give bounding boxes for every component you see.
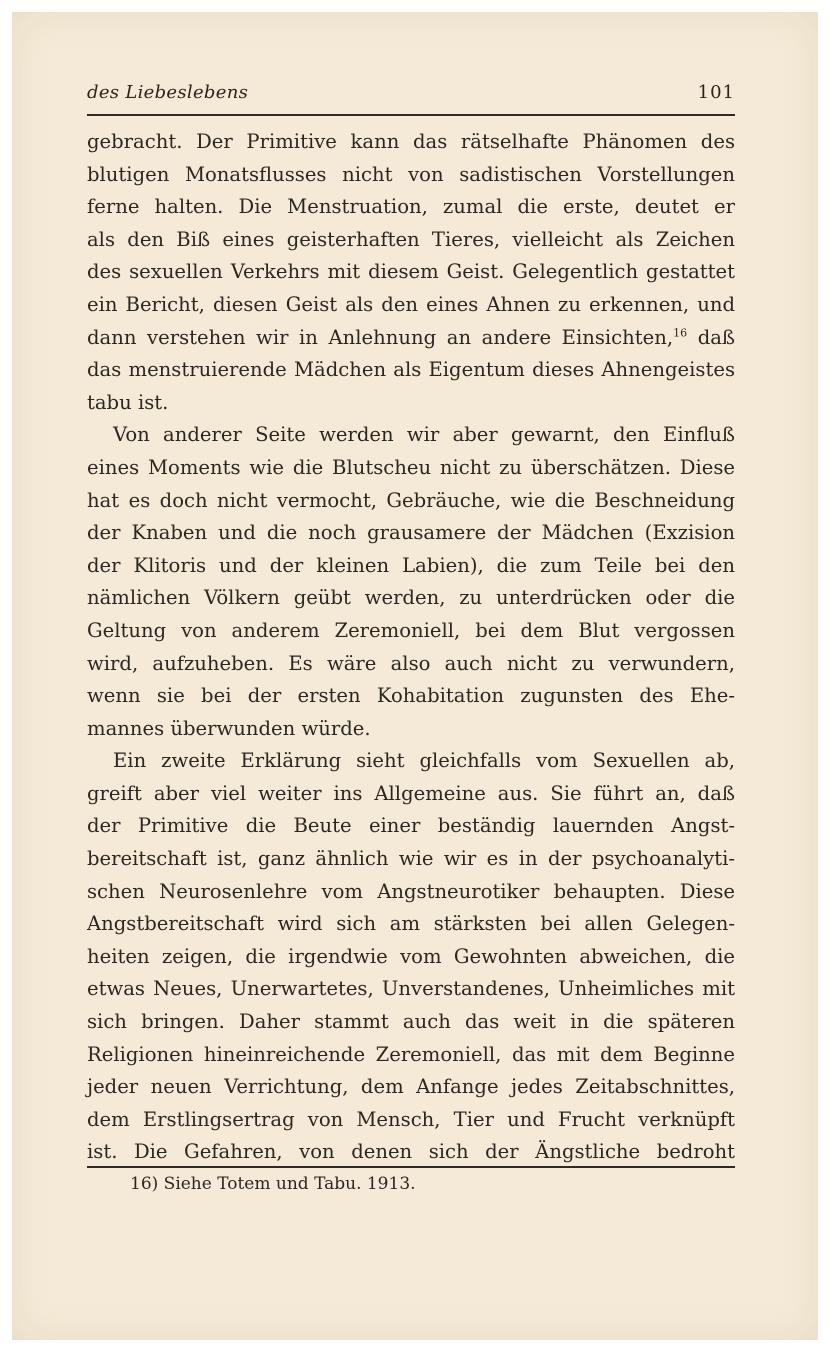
text-line-with-footnote bbox=[87, 322, 735, 355]
page-number: 101 bbox=[697, 82, 735, 103]
book-page bbox=[12, 12, 818, 1340]
text-line: ferne halten. Die Menstruation, zumal die erste, deutet er bbox=[87, 195, 735, 219]
running-title: des Liebeslebens bbox=[87, 82, 249, 103]
text-line: bereitschaft ist, ganz ähnlich wie wir es in der psychoanalyti- bbox=[87, 847, 735, 871]
text-line: ist. Die Gefahren, von denen sich der Ängstliche bedroht bbox=[87, 1140, 735, 1164]
text-line: der Knaben und die noch grausamere der Mädchen (Exzision bbox=[87, 521, 735, 545]
text-line: schen Neurosenlehre vom Angstneurotiker behaupten. Diese bbox=[87, 879, 735, 903]
text-line: des sexuellen Verkehrs mit diesem Geist. Gelegentlich gestattet bbox=[87, 260, 735, 284]
text-line-part: daß bbox=[687, 325, 736, 349]
body-text bbox=[87, 126, 735, 1169]
text-line: dem Erstlingsertrag von Mensch, Tier und Frucht verknüpft bbox=[87, 1107, 735, 1131]
text-line: heiten zeigen, die irgendwie vom Gewohnten abweichen, die bbox=[87, 944, 735, 968]
text-line-part: dann verstehen wir in Anlehnung an andere Einsichten, bbox=[87, 325, 674, 349]
running-head bbox=[87, 76, 735, 110]
text-line: mannes überwunden würde. bbox=[87, 716, 371, 740]
text-line: hat es doch nicht vermocht, Gebräuche, wie die Beschneidung bbox=[87, 488, 735, 512]
text-line: Religionen hineinreichende Zeremoniell, das mit dem Beginne bbox=[87, 1042, 735, 1066]
footnote-reference: 16 bbox=[673, 326, 688, 340]
text-line: Von anderer Seite werden wir aber gewarnt, den Einfluß bbox=[113, 423, 735, 447]
footnote: 16) Siehe Totem und Tabu. 1913. bbox=[130, 1174, 416, 1194]
header-rule bbox=[87, 114, 735, 116]
text-line: der Primitive die Beute einer beständig lauernden Angst- bbox=[87, 814, 735, 838]
footnote-rule bbox=[87, 1166, 735, 1168]
text-line: gebracht. Der Primitive kann das rätselhafte Phänomen des bbox=[87, 130, 735, 153]
text-line: Ein zweite Erklärung sieht gleichfalls vom Sexuellen ab, bbox=[113, 749, 735, 773]
text-line: blutigen Monatsflusses nicht von sadistischen Vorstellungen bbox=[87, 162, 735, 186]
text-line: etwas Neues, Unerwartetes, Unverstandenes, Unheimliches mit bbox=[87, 977, 735, 1001]
text-line: tabu ist. bbox=[87, 390, 169, 414]
text-line: ein Bericht, diesen Geist als den eines Ahnen zu erkennen, und bbox=[87, 292, 735, 316]
text-line: das menstruierende Mädchen als Eigentum dieses Ahnengeistes bbox=[87, 358, 735, 382]
text-line: eines Moments wie die Blutscheu nicht zu überschätzen. Diese bbox=[87, 455, 735, 479]
text-line: wenn sie bei der ersten Kohabitation zugunsten des Ehe- bbox=[87, 684, 735, 708]
text-line: nämlichen Völkern geübt werden, zu unterdrücken oder die bbox=[87, 586, 735, 610]
text-line: als den Biß eines geisterhaften Tieres, vielleicht als Zeichen bbox=[87, 227, 735, 251]
text-line: der Klitoris und der kleinen Labien), die zum Teile bei den bbox=[87, 553, 735, 577]
text-line: wird, aufzuheben. Es wäre also auch nicht zu verwundern, bbox=[87, 651, 735, 675]
text-line: Angstbereitschaft wird sich am stärksten bei allen Gelegen- bbox=[87, 912, 735, 936]
text-line: sich bringen. Daher stammt auch das weit in die späteren bbox=[87, 1010, 735, 1034]
text-line: greift aber viel weiter ins Allgemeine aus. Sie führt an, daß bbox=[87, 781, 735, 805]
text-line: jeder neuen Verrichtung, dem Anfange jedes Zeitabschnittes, bbox=[87, 1075, 735, 1099]
text-line: Geltung von anderem Zeremoniell, bei dem Blut vergossen bbox=[87, 618, 735, 642]
